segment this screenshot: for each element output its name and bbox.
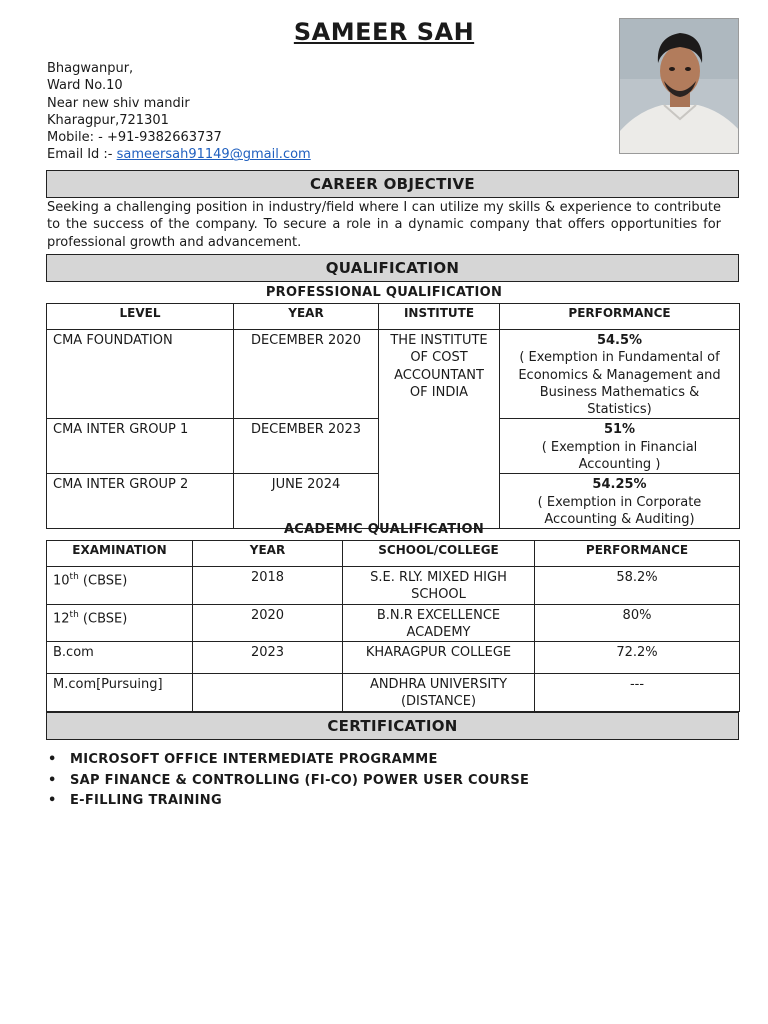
exam-cell bbox=[47, 642, 193, 674]
header-institute: INSTITUTE bbox=[379, 304, 500, 330]
score: 54.25% bbox=[592, 477, 647, 493]
address-line-4: Kharagpur,721301 bbox=[47, 112, 169, 128]
performance-cell: 72.2% bbox=[535, 642, 740, 674]
certification-name: MICROSOFT OFFICE INTERMEDIATE PROGRAMME bbox=[70, 752, 438, 767]
header-examination: EXAMINATION bbox=[47, 541, 193, 567]
qualification-heading: QUALIFICATION bbox=[46, 254, 739, 282]
exam-name: 10 bbox=[53, 573, 70, 589]
email-line bbox=[47, 146, 311, 163]
score: 54.5% bbox=[596, 333, 643, 348]
header-year: YEAR bbox=[193, 541, 343, 567]
score: 51% bbox=[603, 422, 636, 438]
exam-name: B.com bbox=[53, 645, 94, 661]
career-objective-heading: CAREER OBJECTIVE bbox=[46, 170, 739, 198]
year-cell: 2020 bbox=[193, 604, 343, 642]
header-performance: PERFORMANCE bbox=[535, 541, 740, 567]
exam-suffix: th bbox=[69, 572, 79, 582]
performance-cell: 58.2% bbox=[535, 567, 740, 605]
year-cell bbox=[193, 674, 343, 712]
year-cell: DECEMBER 2023 bbox=[234, 419, 379, 474]
school-cell: KHARAGPUR COLLEGE bbox=[343, 642, 535, 674]
level-cell: CMA INTER GROUP 1 bbox=[47, 419, 234, 474]
career-objective-text: Seeking a challenging position in industry/field where I can utilize my skills & experience to contribute to the success of the company. To secure a role in a dynamic company that offers opportunities for professional growth and advancement. bbox=[47, 200, 721, 250]
table-header-row bbox=[47, 304, 740, 330]
exemption-note: ( Exemption in Fundamental of Economics & Management and Business Mathematics & Statistics) bbox=[518, 350, 721, 418]
school-cell: B.N.R EXCELLENCE ACADEMY bbox=[343, 604, 535, 642]
list-item bbox=[48, 750, 529, 771]
exam-name: 12 bbox=[53, 610, 70, 626]
profile-photo bbox=[619, 18, 739, 154]
address-line-1: Bhagwanpur, bbox=[47, 61, 134, 76]
exam-name: M.com[Pursuing] bbox=[53, 677, 163, 693]
school-cell: ANDHRA UNIVERSITY (DISTANCE) bbox=[343, 674, 535, 712]
exam-board: (CBSE) bbox=[78, 573, 128, 589]
professional-qualification-title: PROFESSIONAL QUALIFICATION bbox=[265, 285, 503, 300]
table-row bbox=[47, 674, 740, 712]
year-cell: DECEMBER 2020 bbox=[234, 330, 379, 419]
year-cell: 2018 bbox=[193, 567, 343, 605]
email-link[interactable]: sameersah91149@gmail.com bbox=[116, 147, 311, 163]
header-level: LEVEL bbox=[47, 304, 234, 330]
table-row bbox=[47, 330, 740, 419]
address-line-2: Ward No.10 bbox=[47, 78, 123, 94]
performance-cell bbox=[500, 330, 740, 419]
header-performance: PERFORMANCE bbox=[500, 304, 740, 330]
exam-board: (CBSE) bbox=[78, 610, 128, 626]
table-row bbox=[47, 567, 740, 605]
list-item bbox=[48, 771, 529, 792]
institute-cell: THE INSTITUTE OF COST ACCOUNTANT OF INDIA bbox=[379, 330, 500, 529]
certification-heading: CERTIFICATION bbox=[46, 712, 739, 740]
level-cell: CMA FOUNDATION bbox=[47, 330, 234, 419]
table-row bbox=[47, 642, 740, 674]
list-item bbox=[48, 791, 529, 812]
exam-suffix: th bbox=[69, 609, 79, 620]
performance-cell bbox=[500, 474, 740, 529]
performance-cell: --- bbox=[535, 674, 740, 712]
certification-name: E-FILLING TRAINING bbox=[70, 793, 222, 809]
bullet-icon: • bbox=[48, 772, 57, 788]
professional-qualification-table bbox=[46, 303, 740, 529]
bullet-icon: • bbox=[48, 752, 57, 767]
level-cell: CMA INTER GROUP 2 bbox=[47, 474, 234, 529]
contact-block bbox=[47, 60, 311, 164]
header-year: YEAR bbox=[234, 304, 379, 330]
header-school: SCHOOL/COLLEGE bbox=[343, 541, 535, 567]
table-header-row bbox=[47, 541, 740, 567]
portrait-image bbox=[620, 19, 739, 154]
table-row bbox=[47, 604, 740, 642]
certification-list bbox=[48, 750, 529, 812]
bullet-icon: • bbox=[48, 793, 57, 809]
year-cell: JUNE 2024 bbox=[234, 474, 379, 529]
academic-qualification-table bbox=[46, 540, 740, 712]
exam-cell bbox=[47, 604, 193, 642]
academic-qualification-title: ACADEMIC QUALIFICATION bbox=[283, 522, 485, 537]
certification-name: SAP FINANCE & CONTROLLING (FI-CO) POWER USER COURSE bbox=[70, 772, 530, 788]
mobile-line: Mobile: - +91-9382663737 bbox=[47, 130, 222, 146]
address-line-3: Near new shiv mandir bbox=[47, 95, 190, 111]
exam-cell bbox=[47, 567, 193, 605]
performance-cell: 80% bbox=[535, 604, 740, 642]
candidate-name: SAMEER SAH bbox=[293, 18, 475, 46]
exemption-note: ( Exemption in Financial Accounting ) bbox=[541, 439, 698, 473]
exam-cell bbox=[47, 674, 193, 712]
performance-cell bbox=[500, 419, 740, 474]
exemption-note: ( Exemption in Corporate Accounting & Auditing) bbox=[537, 494, 702, 527]
school-cell: S.E. RLY. MIXED HIGH SCHOOL bbox=[343, 567, 535, 605]
year-cell: 2023 bbox=[193, 642, 343, 674]
email-label: Email Id :- bbox=[47, 147, 117, 163]
